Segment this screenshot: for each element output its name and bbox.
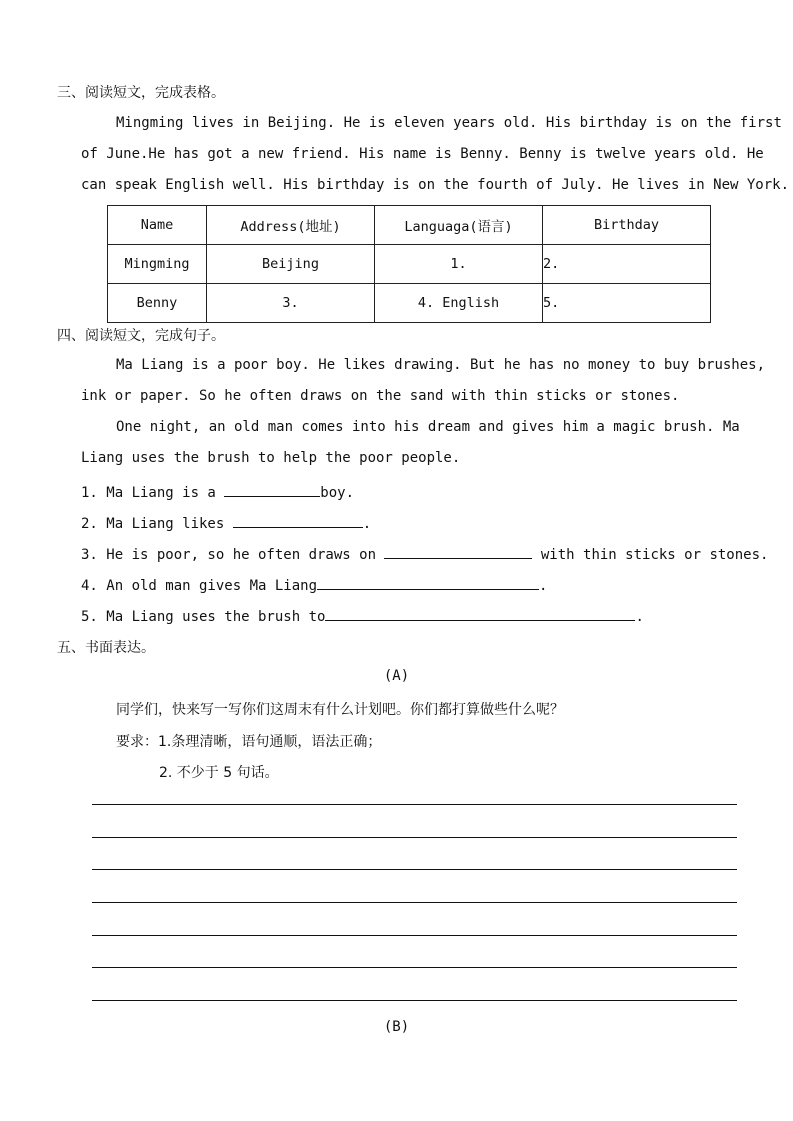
writing-line[interactable] xyxy=(92,869,737,870)
part-b-label: (B) xyxy=(383,1019,410,1035)
question-text: 4. An old man gives Ma Liang xyxy=(81,578,318,594)
requirement-2: 2. 不少于 5 句话。 xyxy=(159,765,279,781)
answer-blank[interactable] xyxy=(384,544,532,559)
passage-line: Mingming lives in Beijing. He is eleven years old. His birthday is on the first xyxy=(116,115,782,131)
table-cell: 2. xyxy=(543,245,711,284)
table-cell: 1. xyxy=(375,245,543,284)
question-1 xyxy=(81,482,354,501)
question-text: with thin sticks or stones. xyxy=(532,547,769,563)
table-cell: 3. xyxy=(207,284,375,323)
question-text: 2. Ma Liang likes xyxy=(81,516,233,532)
requirement-1: 要求：1.条理清晰，语句通顺，语法正确； xyxy=(116,734,382,750)
passage-line: Ma Liang is a poor boy. He likes drawing. But he has no money to buy brushes, xyxy=(116,357,766,373)
question-text: 5. Ma Liang uses the brush to xyxy=(81,609,326,625)
question-text: 3. He is poor, so he often draws on xyxy=(81,547,385,563)
table-header-cell: Birthday xyxy=(543,206,711,245)
passage-line: of June.He has got a new friend. His name is Benny. Benny is twelve years old. He xyxy=(81,146,764,162)
table-header-cell: Languaga(语言) xyxy=(375,206,543,245)
writing-line[interactable] xyxy=(92,804,737,805)
answer-blank[interactable] xyxy=(325,606,635,621)
passage-line: can speak English well. His birthday is on the fourth of July. He lives in New York. xyxy=(81,177,790,193)
table-header-cell: Name xyxy=(108,206,207,245)
writing-line[interactable] xyxy=(92,967,737,968)
writing-line[interactable] xyxy=(92,902,737,903)
question-text: . xyxy=(362,516,372,532)
question-5 xyxy=(81,606,644,625)
answer-blank[interactable] xyxy=(233,513,363,528)
question-text: . xyxy=(539,578,548,594)
table-cell: Beijing xyxy=(207,245,375,284)
table-cell: 5. xyxy=(543,284,711,323)
question-text: . xyxy=(635,609,644,625)
writing-line[interactable] xyxy=(92,935,737,936)
answer-blank[interactable] xyxy=(317,575,539,590)
info-table xyxy=(107,205,711,323)
table-cell: 4. English xyxy=(375,284,543,323)
question-4 xyxy=(81,575,547,594)
section5-heading: 五、书面表达。 xyxy=(57,640,155,656)
table-cell: Mingming xyxy=(108,245,207,284)
table-row xyxy=(108,245,711,284)
writing-prompt: 同学们，快来写一写你们这周末有什么计划吧。你们都打算做些什么呢？ xyxy=(116,702,564,718)
question-3 xyxy=(81,544,768,563)
table-row xyxy=(108,284,711,323)
writing-line[interactable] xyxy=(92,1000,737,1001)
question-text: boy. xyxy=(320,485,355,501)
passage-line: ink or paper. So he often draws on the sand with thin sticks or stones. xyxy=(81,388,680,404)
writing-line[interactable] xyxy=(92,837,737,838)
answer-blank[interactable] xyxy=(224,482,320,497)
section3-heading: 三、阅读短文，完成表格。 xyxy=(57,85,225,101)
table-cell: Benny xyxy=(108,284,207,323)
passage-line: Liang uses the brush to help the poor people. xyxy=(81,450,461,466)
section4-heading: 四、阅读短文，完成句子。 xyxy=(57,328,225,344)
passage-line: One night, an old man comes into his dream and gives him a magic brush. Ma xyxy=(116,419,740,435)
question-text: 1. Ma Liang is a xyxy=(81,485,225,501)
part-a-label: (A) xyxy=(383,668,410,684)
question-2 xyxy=(81,513,371,532)
table-header-row xyxy=(108,206,711,245)
table-header-cell: Address(地址) xyxy=(207,206,375,245)
